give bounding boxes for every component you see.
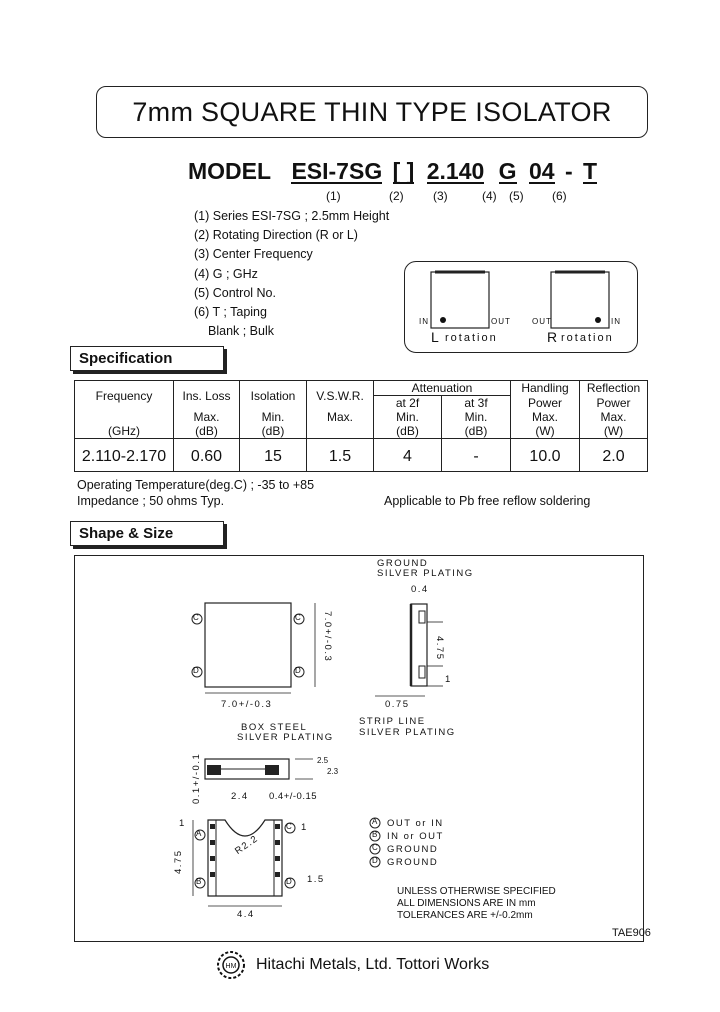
label-dim-44: 4.4 [237, 909, 255, 920]
col-at-3f: at 3f [442, 396, 511, 411]
label-dim-1: 1 [445, 674, 452, 685]
pin-label: B [196, 877, 202, 886]
legend-item: (5) Control No. [194, 285, 276, 300]
tolerance-line: ALL DIMENSIONS ARE IN mm [397, 898, 536, 909]
shape-size-heading [70, 521, 224, 546]
l-rotation-label: rotation [445, 332, 498, 344]
label-dim-1-b: 1 [179, 818, 186, 829]
terminal-text: GROUND [387, 844, 439, 855]
model-ghz: G [498, 158, 517, 184]
col-isolation: Isolation [240, 381, 307, 411]
terminal-text: IN or OUT [387, 831, 444, 842]
document-title-box [96, 86, 648, 138]
value-att-2f: 4 [374, 443, 442, 472]
terminal-code: D [372, 856, 378, 865]
label-dim-475-b: 4.75 [173, 849, 184, 874]
table-cell: Max. [511, 410, 580, 424]
specification-heading [70, 346, 224, 371]
specification-table [74, 380, 648, 472]
value-handling-power: 10.0 [511, 443, 580, 472]
label-dim-04-015: 0.4+/-0.15 [269, 791, 318, 802]
l-rotation-dot [440, 317, 446, 323]
code-5: (5) [509, 189, 524, 203]
value-att-3f: - [442, 443, 511, 472]
legend-item: Blank ; Bulk [208, 324, 275, 339]
value-isolation: 15 [240, 443, 307, 472]
r-rotation-label: rotation [561, 332, 614, 344]
label-dim-70-right: 7.0+/-0.3 [322, 611, 333, 663]
col-at-2f: at 2f [374, 396, 442, 411]
terminal-code: A [372, 817, 378, 826]
company-name: Hitachi Metals, Ltd. Tottori Works [256, 956, 490, 973]
table-cell: (dB) [442, 424, 511, 439]
terminal-code: C [372, 843, 378, 852]
model-control: 04 [528, 158, 555, 184]
table-cell: Max. [307, 410, 374, 424]
r-out-label: OUT [532, 317, 552, 326]
bottom-view-body [208, 820, 282, 896]
footer [216, 950, 489, 980]
r-rotation-dot [595, 317, 601, 323]
pin-label: A [196, 829, 202, 838]
pin-label: C [193, 613, 199, 622]
hitachi-logo-icon [216, 950, 246, 980]
box-steel-terminal [265, 765, 279, 775]
r-in-label: IN [611, 317, 621, 326]
code-3: (3) [433, 189, 448, 203]
table-row [75, 443, 648, 472]
specification-heading-text: Specification [79, 350, 173, 367]
label-silver-box: SILVER PLATING [237, 732, 334, 743]
table-cell [307, 424, 374, 439]
label-dim-475-side: 4.75 [434, 636, 445, 661]
side-view-ground-pad [419, 611, 425, 623]
l-rotation-body [431, 272, 489, 328]
col-frequency: Frequency [75, 381, 174, 411]
side-view-strip-pad [419, 666, 425, 678]
col-attenuation: Attenuation [374, 381, 511, 396]
document-title: 7mm SQUARE THIN TYPE ISOLATOR [132, 96, 612, 127]
l-rotation-letter: L [431, 329, 439, 345]
table-cell: (GHz) [75, 424, 174, 439]
code-4: (4) [482, 189, 497, 203]
value-vswr: 1.5 [307, 443, 374, 472]
tolerance-notes [397, 886, 556, 922]
table-cell: Max. [174, 410, 240, 424]
model-taping: T [583, 158, 598, 184]
label-dim-1-c: 1 [301, 822, 308, 833]
code-6: (6) [552, 189, 567, 203]
table-row [75, 424, 648, 439]
label-ground-top: GROUND [377, 558, 429, 569]
rotation-diagram [404, 261, 638, 353]
value-ins-loss: 0.60 [174, 443, 240, 472]
note-temperature: Operating Temperature(deg.C) ; -35 to +85 [77, 478, 315, 492]
label-dim-04: 0.4 [411, 584, 429, 595]
table-cell: (dB) [374, 424, 442, 439]
code-1: (1) [326, 189, 341, 203]
pin-label: D [193, 666, 199, 675]
top-view-body [205, 603, 291, 687]
model-dash: - [564, 158, 573, 184]
l-out-label: OUT [491, 317, 511, 326]
box-steel-terminal [207, 765, 221, 775]
label-dim-70-bottom: 7.0+/-0.3 [221, 699, 273, 710]
dimension-drawing [74, 555, 644, 942]
label-dim-23: 2.3 [327, 767, 339, 776]
table-row [75, 410, 648, 424]
shape-size-heading-text: Shape & Size [79, 525, 174, 542]
table-cell: (W) [511, 424, 580, 439]
col-reflection: Reflection [580, 381, 648, 396]
label-dim-r22: R2.2 [233, 833, 261, 858]
note-pb-free: Applicable to Pb free reflow soldering [384, 494, 591, 508]
label-strip-line: STRIP LINE [359, 716, 426, 727]
document-code: TAE906 [612, 927, 651, 939]
label-box-steel: BOX STEEL [241, 722, 308, 733]
model-legend [194, 207, 389, 341]
label-dim-075: 0.75 [385, 699, 410, 710]
pin-label: C [286, 822, 292, 831]
tolerance-line: UNLESS OTHERWISE SPECIFIED [397, 886, 556, 897]
tolerance-line: TOLERANCES ARE +/-0.2mm [397, 910, 533, 921]
table-cell: Min. [240, 410, 307, 424]
legend-item: (1) Series ESI-7SG ; 2.5mm Height [194, 209, 390, 223]
col-handling: Handling [511, 381, 580, 396]
label-silver-strip: SILVER PLATING [359, 727, 456, 738]
legend-item: (4) G ; GHz [194, 266, 258, 281]
col-reflection-power: Power [580, 396, 648, 411]
value-reflection-power: 2.0 [580, 443, 648, 472]
model-series: ESI-7SG [291, 158, 383, 184]
legend-item: (3) Center Frequency [194, 247, 313, 262]
table-row [75, 381, 648, 396]
model-prefix: MODEL [188, 158, 272, 184]
table-cell: (dB) [240, 424, 307, 439]
table-cell: Min. [442, 410, 511, 424]
pin-label: D [286, 877, 292, 886]
logo-text: HM [225, 963, 237, 970]
col-vswr: V.S.W.R. [307, 381, 374, 411]
label-dim-15: 1.5 [307, 874, 325, 885]
label-dim-25: 2.5 [317, 756, 329, 765]
label-dim-24: 2.4 [231, 791, 249, 802]
label-dim-01: 0.1+/-0.1 [191, 752, 202, 804]
table-cell: Min. [374, 410, 442, 424]
terminal-text: GROUND [387, 857, 439, 868]
note-impedance: Impedance ; 50 ohms Typ. [77, 494, 225, 508]
pin-label: C [295, 613, 301, 622]
model-frequency: 2.140 [426, 158, 485, 184]
legend-item: (6) T ; Taping [194, 305, 267, 320]
model-rotation: [ ] [392, 158, 415, 184]
table-cell: (dB) [174, 424, 240, 439]
table-cell: Max. [580, 410, 648, 424]
label-silver-top: SILVER PLATING [377, 568, 474, 579]
pin-label: D [295, 666, 301, 675]
drawing-lines [75, 556, 643, 941]
legend-item: (2) Rotating Direction (R or L) [194, 228, 358, 243]
table-cell [75, 410, 174, 424]
col-handling-power: Power [511, 396, 580, 411]
l-in-label: IN [419, 317, 429, 326]
code-2: (2) [389, 189, 404, 203]
col-ins-loss: Ins. Loss [174, 381, 240, 411]
table-cell: (W) [580, 424, 648, 439]
model-number [188, 158, 597, 185]
terminal-text: OUT or IN [387, 818, 444, 829]
terminal-code: B [372, 830, 378, 839]
value-frequency: 2.110-2.170 [75, 443, 174, 472]
r-rotation-letter: R [547, 329, 558, 345]
